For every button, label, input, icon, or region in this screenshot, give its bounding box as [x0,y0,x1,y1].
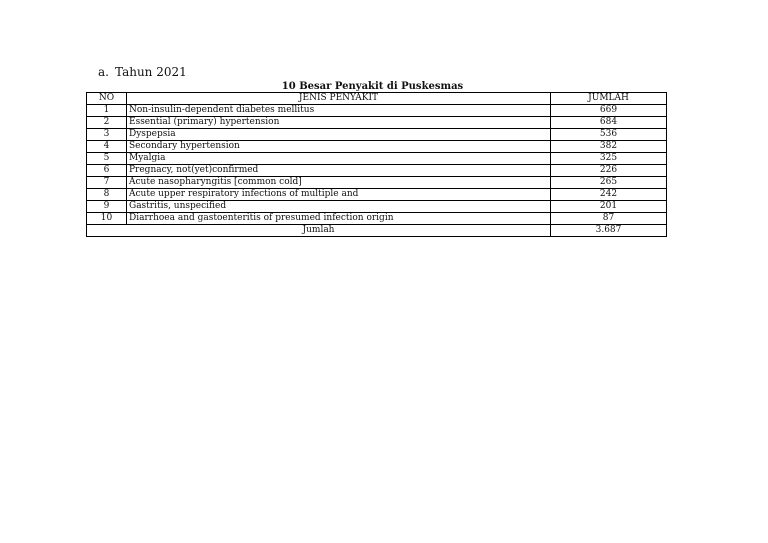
disease-name: Myalgia [127,153,551,165]
disease-name: Dyspepsia [127,129,551,141]
table-row [87,129,667,141]
table-row [87,213,667,225]
case-count: 669 [551,105,667,117]
table-row [87,177,667,189]
disease-name: Secondary hypertension [127,141,551,153]
header-total: JUMLAH [551,93,667,105]
table-row [87,141,667,153]
table-row [87,153,667,165]
case-count: 242 [551,189,667,201]
table-caption: 10 Besar Penyakit di Puskesmas [281,81,464,92]
disease-name: Acute upper respiratory infections of multiple and [127,189,551,201]
case-count: 226 [551,165,667,177]
disease-name: Non-insulin-dependent diabetes mellitus [127,105,551,117]
disease-name: Gastritis, unspecified [127,201,551,213]
disease-table [86,92,667,237]
case-count: 684 [551,117,667,129]
table-row [87,201,667,213]
table-row [87,189,667,201]
table-row [87,105,667,117]
table-header-row [87,93,667,105]
section-title: Tahun 2021 [115,65,187,79]
case-count: 201 [551,201,667,213]
disease-name: Diarrhoea and gastoenteritis of presumed infection origin [127,213,551,225]
row-number: 3 [87,129,127,141]
disease-name: Essential (primary) hypertension [127,117,551,129]
case-count: 536 [551,129,667,141]
section-heading [98,65,187,79]
table-total-row [87,225,667,237]
row-number: 8 [87,189,127,201]
header-no: NO [87,93,127,105]
case-count: 87 [551,213,667,225]
table-row [87,117,667,129]
total-label: Jumlah [87,225,551,237]
disease-name: Acute nasopharyngitis [common cold] [127,177,551,189]
case-count: 325 [551,153,667,165]
row-number: 5 [87,153,127,165]
header-disease-name: JENIS PENYAKIT [127,93,551,105]
row-number: 2 [87,117,127,129]
case-count: 265 [551,177,667,189]
section-list-marker: a. [98,65,109,79]
table-row [87,165,667,177]
disease-name: Pregnacy, not(yet)confirmed [127,165,551,177]
row-number: 9 [87,201,127,213]
row-number: 4 [87,141,127,153]
row-number: 10 [87,213,127,225]
row-number: 7 [87,177,127,189]
row-number: 6 [87,165,127,177]
grand-total: 3.687 [551,225,667,237]
case-count: 382 [551,141,667,153]
row-number: 1 [87,105,127,117]
